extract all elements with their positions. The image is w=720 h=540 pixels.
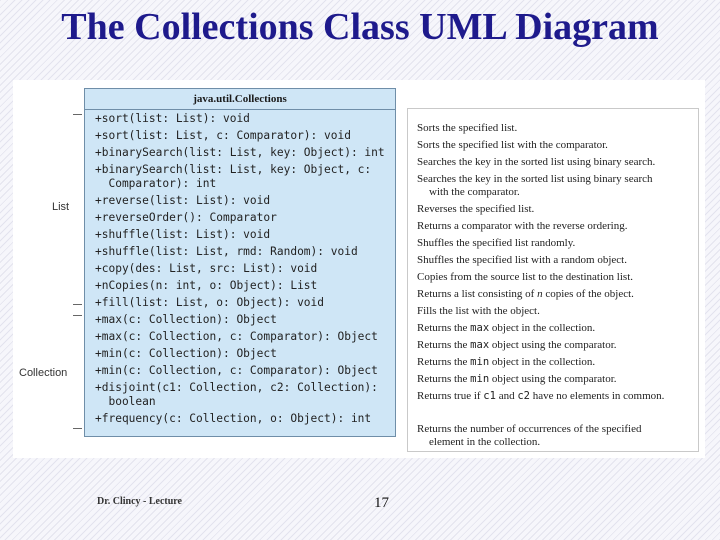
- uml-method: +max(c: Collection, c: Comparator): Object: [95, 330, 378, 343]
- description-line: [417, 288, 634, 301]
- description-text: have no elements in common.: [530, 390, 665, 402]
- collection-group-label: Collection: [19, 367, 68, 379]
- description-line: Searches the key in the sorted list using binary search: [417, 173, 653, 185]
- description-text: Returns a list consisting of: [417, 288, 538, 300]
- description-line-continued: with the comparator.: [429, 186, 520, 198]
- description-text: Returns the: [417, 356, 471, 368]
- list-group-label: List: [52, 201, 70, 213]
- description-line: Sorts the specified list with the comparator.: [417, 139, 608, 151]
- description-text: Returns true if: [417, 390, 484, 402]
- description-line: [417, 373, 617, 386]
- uml-method: +frequency(c: Collection, o: Object): int: [95, 412, 372, 425]
- uml-method: +fill(list: List, o: Object): void: [95, 296, 325, 309]
- description-line: Fills the list with the object.: [417, 305, 540, 317]
- uml-method: +min(c: Collection): Object: [95, 347, 277, 360]
- description-text: object in the collection.: [489, 322, 596, 334]
- footer-author: Dr. Clincy - Lecture: [97, 496, 182, 507]
- uml-method-continued: boolean: [95, 395, 156, 408]
- description-line: [417, 339, 617, 352]
- group-tick-top: [73, 114, 82, 115]
- uml-method: +copy(des: List, src: List): void: [95, 262, 318, 275]
- description-line: Shuffles the specified list randomly.: [417, 237, 576, 249]
- description-text: and: [495, 390, 518, 402]
- description-line: Searches the key in the sorted list using binary search.: [417, 156, 656, 168]
- method-descriptions-box: [407, 108, 699, 452]
- uml-class-name: java.util.Collections: [85, 89, 395, 110]
- description-text: Returns the: [417, 373, 471, 385]
- description-line: [417, 322, 595, 335]
- description-code: min: [470, 356, 490, 368]
- description-code: c1: [483, 390, 496, 402]
- group-tick-mid-1: [73, 304, 82, 305]
- description-line: [417, 356, 595, 369]
- uml-method: +reverseOrder(): Comparator: [95, 211, 277, 224]
- group-tick-mid-2: [73, 315, 82, 316]
- description-text: object in the collection.: [489, 356, 596, 368]
- uml-method: +min(c: Collection, c: Comparator): Object: [95, 364, 378, 377]
- description-line-continued: element in the collection.: [429, 436, 541, 448]
- description-text: object using the comparator.: [489, 373, 617, 385]
- description-line: Returns the number of occurrences of the specified: [417, 423, 642, 435]
- description-code: c2: [517, 390, 530, 402]
- uml-method: +disjoint(c1: Collection, c2: Collection):: [95, 381, 378, 394]
- uml-method: +nCopies(n: int, o: Object): List: [95, 279, 318, 292]
- description-line: Returns a comparator with the reverse ordering.: [417, 220, 628, 232]
- uml-method: +sort(list: List): void: [95, 112, 250, 125]
- description-line: Copies from the source list to the destination list.: [417, 271, 633, 283]
- description-code: max: [470, 339, 490, 351]
- uml-method: +shuffle(list: List): void: [95, 228, 271, 241]
- description-text: Returns the: [417, 339, 471, 351]
- uml-method: +binarySearch(list: List, key: Object, c:: [95, 163, 372, 176]
- group-tick-bottom: [73, 428, 82, 429]
- description-line: Reverses the specified list.: [417, 203, 535, 215]
- uml-method: +shuffle(list: List, rmd: Random): void: [95, 245, 358, 258]
- slide-title: The Collections Class UML Diagram: [61, 6, 659, 48]
- page-number: 17: [374, 495, 389, 511]
- description-text: Returns the: [417, 322, 471, 334]
- uml-method-continued: Comparator): int: [95, 177, 217, 190]
- description-text: copies of the object.: [542, 288, 634, 300]
- description-italic: n: [537, 288, 543, 300]
- uml-class-box: [84, 88, 396, 437]
- description-line: Shuffles the specified list with a random object.: [417, 254, 627, 266]
- description-line: [417, 390, 664, 403]
- description-code: max: [470, 322, 490, 334]
- uml-method: +sort(list: List, c: Comparator): void: [95, 129, 351, 142]
- uml-method: +reverse(list: List): void: [95, 194, 271, 207]
- uml-method: +binarySearch(list: List, key: Object): int: [95, 146, 385, 159]
- diagram-panel: [13, 80, 705, 458]
- description-code: min: [470, 373, 490, 385]
- description-line: Sorts the specified list.: [417, 122, 518, 134]
- uml-method: +max(c: Collection): Object: [95, 313, 277, 326]
- description-text: object using the comparator.: [489, 339, 617, 351]
